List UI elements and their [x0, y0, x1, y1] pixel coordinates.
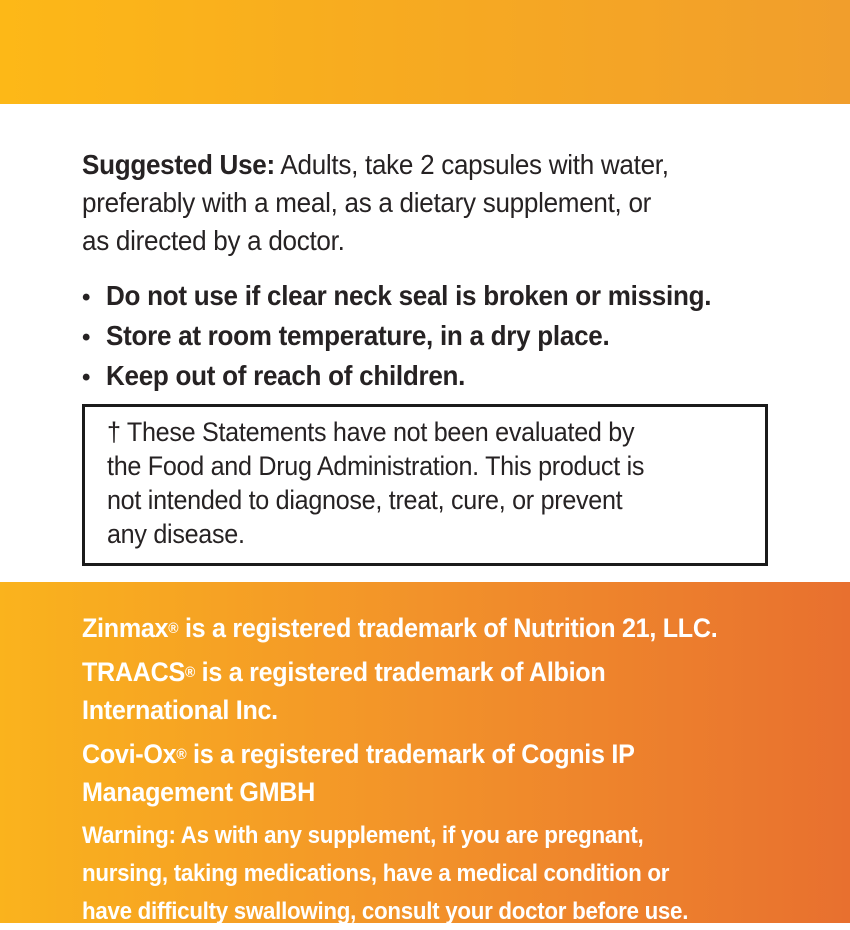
suggested-use-line-1-rest: Adults, take 2 capsules with water, — [274, 149, 669, 180]
precautions-list — [82, 277, 850, 397]
label-body — [0, 104, 850, 566]
precaution-text: Do not use if clear neck seal is broken or missing. — [106, 280, 712, 311]
suggested-use-line-3: as directed by a doctor. — [82, 225, 345, 256]
trademark-notice-zinmax — [82, 609, 850, 647]
warning-text — [82, 817, 850, 923]
top-color-band — [0, 0, 850, 104]
list-item — [82, 317, 850, 357]
bullet-icon: • — [82, 324, 91, 351]
bottom-color-band — [0, 582, 850, 923]
trademark-coviox-line-1 — [82, 735, 796, 773]
precaution-text: Keep out of reach of children. — [106, 360, 466, 391]
trademark-notice-coviox — [82, 735, 850, 811]
trademark-notice-traacs — [82, 653, 850, 729]
trademark-traacs-line-1 — [82, 653, 796, 691]
suggested-use-line-2: preferably with a meal, as a dietary supplement, or — [82, 187, 652, 218]
bullet-icon: • — [82, 364, 91, 391]
trademark-text: is a registered trademark of Cognis IP — [186, 739, 635, 769]
precaution-text: Store at room temperature, in a dry place. — [106, 320, 610, 351]
brand-name: TRAACS — [82, 657, 185, 687]
fda-disclaimer-box — [82, 404, 768, 566]
list-item — [82, 357, 850, 397]
bullet-icon: • — [82, 284, 91, 311]
registered-mark-icon: ® — [184, 664, 195, 681]
suggested-use-label: Suggested Use: — [82, 149, 275, 180]
warning-line-1: Warning: As with any supplement, if you are pregnant, — [82, 822, 644, 849]
trademark-zinmax-line-1 — [82, 609, 796, 647]
registered-mark-icon: ® — [176, 746, 187, 763]
suggested-use-line-1 — [82, 146, 796, 184]
brand-name: Covi-Ox — [82, 739, 177, 769]
suggested-use-text — [82, 146, 850, 260]
trademark-text: is a registered trademark of Albion — [194, 657, 606, 687]
warning-line-2: nursing, taking medications, have a medical condition or — [82, 860, 670, 887]
fda-disclaimer-line-3: not intended to diagnose, treat, cure, or prevent — [107, 485, 623, 515]
registered-mark-icon: ® — [168, 620, 179, 637]
warning-line-3: have difficulty swallowing, consult your doctor before use. — [82, 898, 689, 923]
fda-disclaimer-line-1: † These Statements have not been evaluated by — [107, 417, 635, 447]
fda-disclaimer-line-4: any disease. — [107, 519, 245, 549]
trademark-text: is a registered trademark of Nutrition 21, LLC. — [178, 613, 718, 643]
fda-disclaimer-line-2: the Food and Drug Administration. This product is — [107, 451, 645, 481]
list-item — [82, 277, 850, 317]
trademark-coviox-line-2: Management GMBH — [82, 777, 315, 807]
trademark-traacs-line-2: International Inc. — [82, 695, 278, 725]
brand-name: Zinmax — [82, 613, 169, 643]
